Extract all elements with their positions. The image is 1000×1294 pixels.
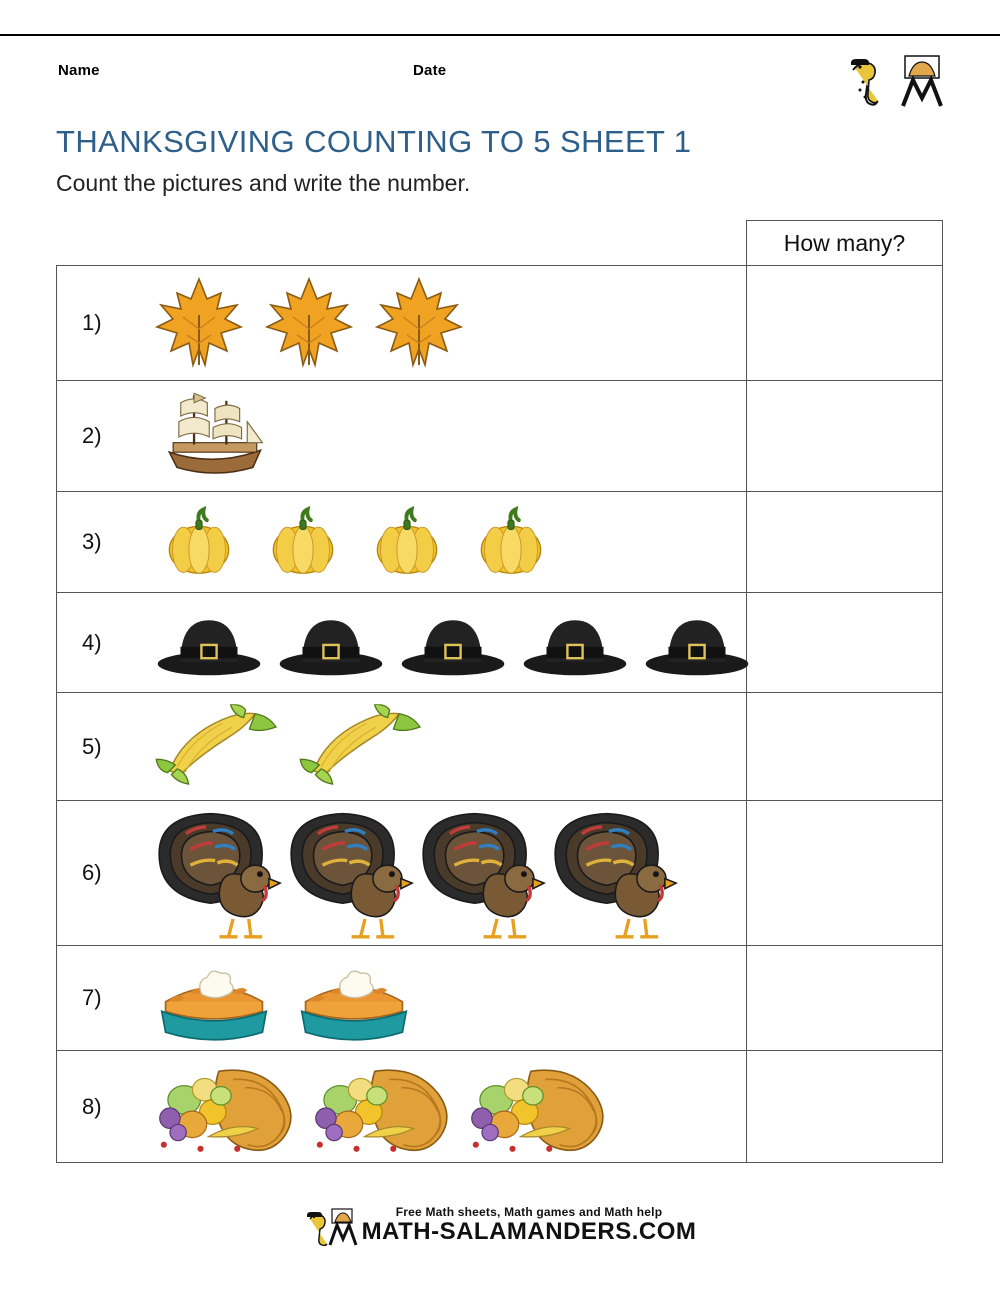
mayflower-ship-icon: [152, 384, 276, 489]
header-how-many: How many?: [747, 221, 943, 266]
turkey-icon: [405, 800, 551, 946]
turkey-icon: [405, 800, 551, 946]
row-number: 8): [57, 1051, 127, 1163]
picture-group-corn-cob: [127, 693, 747, 801]
table-row: [57, 381, 943, 492]
pumpkin-icon: [264, 503, 342, 581]
picture-group-mayflower-ship: [127, 381, 747, 492]
picture-group-maple-leaf: [127, 266, 747, 381]
salamander-logo-icon: [843, 52, 948, 112]
turkey-icon: [537, 800, 683, 946]
table-row: [57, 266, 943, 381]
picture-group-pumpkin: [127, 492, 747, 593]
table-row: [57, 593, 943, 693]
pumpkin-icon: [472, 503, 550, 581]
row-number: 3): [57, 492, 127, 593]
name-label: Name: [58, 62, 100, 79]
pumpkin-icon: [472, 503, 550, 581]
answer-box[interactable]: [747, 946, 943, 1051]
row-number: 2): [57, 381, 127, 492]
maple-leaf-icon: [149, 273, 249, 373]
answer-box[interactable]: [747, 593, 943, 693]
table-row: [57, 946, 943, 1051]
pumpkin-icon: [264, 503, 342, 581]
pilgrim-hat-icon: [274, 605, 388, 681]
pilgrim-hat-icon: [152, 605, 266, 681]
turkey-icon: [273, 800, 419, 946]
pilgrim-hat-icon: [396, 605, 510, 681]
footer-tagline: Free Math sheets, Math games and Math help: [395, 1205, 663, 1219]
pilgrim-hat-icon: [640, 605, 754, 681]
pumpkin-pie-icon: [292, 951, 416, 1046]
pumpkin-pie-icon: [292, 951, 416, 1046]
top-rule: [0, 34, 1000, 36]
pumpkin-icon: [160, 503, 238, 581]
page-title: THANKSGIVING COUNTING TO 5 SHEET 1: [56, 124, 692, 159]
maple-leaf-icon: [369, 273, 469, 373]
corn-cob-icon: [152, 704, 285, 790]
maple-leaf-icon: [259, 273, 359, 373]
cornucopia-icon: [459, 1050, 612, 1162]
table-row: [57, 693, 943, 801]
row-number: 7): [57, 946, 127, 1051]
pilgrim-hat-icon: [274, 605, 388, 681]
mayflower-ship-icon: [152, 384, 276, 489]
answer-box[interactable]: [747, 266, 943, 381]
cornucopia-icon: [303, 1050, 456, 1162]
header-blank: [57, 221, 747, 266]
table-row: [57, 1051, 943, 1163]
maple-leaf-icon: [149, 273, 249, 373]
table-row: [57, 492, 943, 593]
table-header-row: [57, 221, 943, 266]
row-number: 5): [57, 693, 127, 801]
answer-box[interactable]: [747, 381, 943, 492]
picture-group-turkey: [127, 801, 747, 946]
cornucopia-icon: [303, 1050, 456, 1162]
picture-group-cornucopia: [127, 1051, 747, 1163]
counting-table: [56, 220, 943, 1163]
cornucopia-icon: [459, 1050, 612, 1162]
footer-site: MATH-SALAMANDERS.COM: [361, 1218, 697, 1245]
row-number: 1): [57, 266, 127, 381]
answer-box[interactable]: [747, 492, 943, 593]
maple-leaf-icon: [259, 273, 359, 373]
salamander-logo-icon-footer: [304, 1207, 358, 1247]
instructions: Count the pictures and write the number.: [56, 170, 471, 196]
answer-box[interactable]: [747, 801, 943, 946]
turkey-icon: [273, 800, 419, 946]
pilgrim-hat-icon: [640, 605, 754, 681]
pumpkin-pie-icon: [152, 951, 276, 1046]
pilgrim-hat-icon: [518, 605, 632, 681]
cornucopia-icon: [147, 1050, 300, 1162]
picture-group-pilgrim-hat: [127, 593, 747, 693]
pilgrim-hat-icon: [396, 605, 510, 681]
cornucopia-icon: [147, 1050, 300, 1162]
maple-leaf-icon: [369, 273, 469, 373]
answer-box[interactable]: [747, 1051, 943, 1163]
corn-cob-icon: [152, 704, 285, 790]
corn-cob-icon: [296, 704, 429, 790]
turkey-icon: [141, 800, 287, 946]
row-number: 6): [57, 801, 127, 946]
picture-group-pumpkin-pie: [127, 946, 747, 1051]
pumpkin-icon: [368, 503, 446, 581]
answer-box[interactable]: [747, 693, 943, 801]
table-row: [57, 801, 943, 946]
pilgrim-hat-icon: [518, 605, 632, 681]
corn-cob-icon: [296, 704, 429, 790]
turkey-icon: [537, 800, 683, 946]
turkey-icon: [141, 800, 287, 946]
date-label: Date: [413, 62, 447, 79]
row-number: 4): [57, 593, 127, 693]
pumpkin-icon: [160, 503, 238, 581]
pilgrim-hat-icon: [152, 605, 266, 681]
pumpkin-icon: [368, 503, 446, 581]
footer: [0, 1205, 1000, 1246]
pumpkin-pie-icon: [152, 951, 276, 1046]
